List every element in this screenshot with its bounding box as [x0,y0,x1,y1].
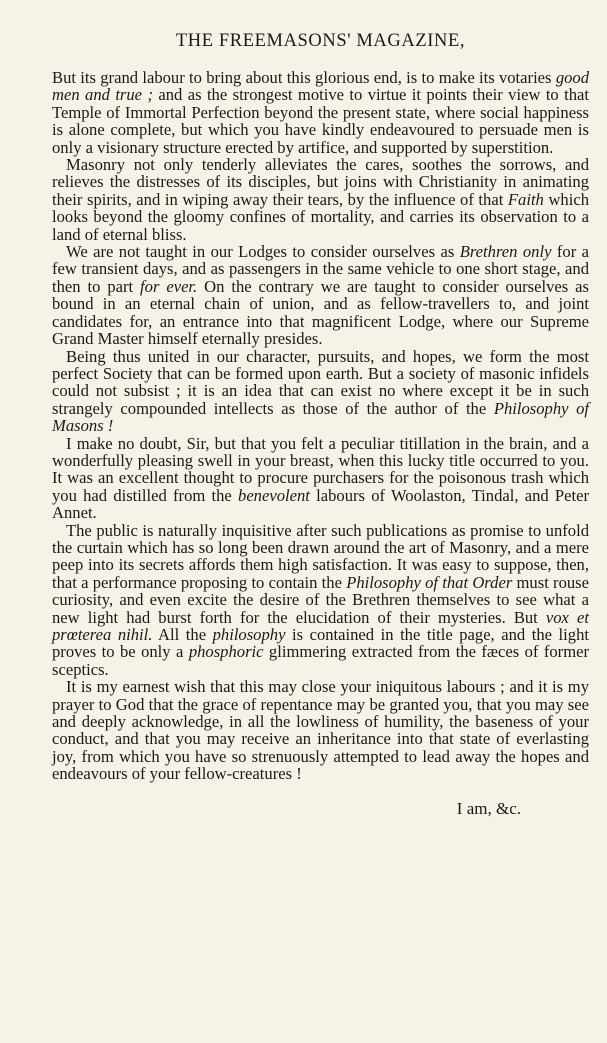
text-run: All the [152,625,213,644]
italic-run: Philosophy of Masons ! [52,398,589,436]
italic-run: good men and true ; [52,68,589,105]
italic-run: phosphoric [188,642,264,662]
paragraph [52,522,589,679]
text-run: But its grand labour to bring about this glorious end, is to make its votaries [52,68,556,87]
body-text [52,69,589,783]
text-run: It is my earnest wish that this may close your iniquitous labours ; and it is my prayer to God that the grace of repentance may be granted you, that you may see and deeply acknowledge, in all the lowliness of humility, the baseness of your conduct, and that you may receive an inheritance into that state of everlasting joy, from which you have so strenuously attempted to lead away the hopes and endeavours of your fellow-creatures ! [52,677,589,784]
italic-run: Brethren only [459,242,552,262]
text-run: must rouse curiosity, and even excite the desire of the Brethren themselves to see what a new light had burst forth for the elucidation of their mysteries. But [52,572,589,627]
italic-run: Philosophy of that Order [346,572,513,592]
closing-signature: I am, &c. [456,798,521,818]
paragraph [52,69,589,156]
italic-run: Faith [507,189,544,209]
paragraph [52,678,589,782]
text-run: Being thus united in our character, pursuits, and hopes, we form the most perfect Society that can be formed upon earth. But a society of masonic infidels could not subsist ; it is an idea that can exist no where except it be in such strangely compounded intellects as those of the author of the [52,346,589,418]
text-run: for a few transient days, and as passengers in the same vehicle to one short stage, and then to part [52,242,589,296]
running-head: THE FREEMASONS' MAGAZINE, [175,31,466,51]
text-run: which looks beyond the gloomy confines of mortality, and carries its observation to a land of eternal bliss. [52,189,589,244]
text-run: is contained in the title page, and the light proves to be only a [52,625,589,662]
paragraph [52,348,589,435]
italic-run: benevolent [238,485,310,505]
italic-run: for ever. [140,276,198,296]
text-run: and as the strongest motive to virtue it points their view to that Temple of Immortal Perfection beyond the present state, where social happiness is alone complete, but which you have kindly endeavoured to persuade men is only a visionary structure erected by artifice, and supported by superstition. [52,85,590,157]
text-run: We are not taught in our Lodges to consider ourselves as [66,242,460,262]
paragraph [52,243,589,347]
text-run: The public is naturally inquisitive after such publications as promise to unfold the curtain which has so long been drawn around the art of Masonry, and a mere peep into its secrets affords them high satisfaction. It was easy to suppose, then, that a performance proposing to contain the [52,520,589,592]
italic-run: philosophy [212,625,286,644]
paragraph [52,156,589,243]
text-run: glimmering extracted from the fæces of former sceptics. [52,642,590,679]
italic-run: vox et prœterea nihil. [52,607,589,644]
text-run: On the contrary we are taught to consider ourselves as bound in an eternal chain of union, and as fellow-travellers to, and joint candidates for, an entrance into that magnificent Lodge, where our Supreme Grand Master himself eternally presides. [52,276,589,349]
text-run: Masonry not only tenderly alleviates the cares, soothes the sorrows, and relieves the distresses of its disciples, but joins with Christianity in animating their spirits, and in wiping away their tears, by the influence of that [52,155,589,209]
text-run: I make no doubt, Sir, but that you felt a peculiar titillation in the brain, and a wonderfully pleasing swell in your breast, when this lucky title occurred to you. It was an excellent thought to procure purchasers for the poisonous trash which you had distilled from the [52,433,589,505]
text-run: labours of Woolaston, Tindal, and Peter Annet. [52,485,590,523]
paragraph [52,435,589,522]
